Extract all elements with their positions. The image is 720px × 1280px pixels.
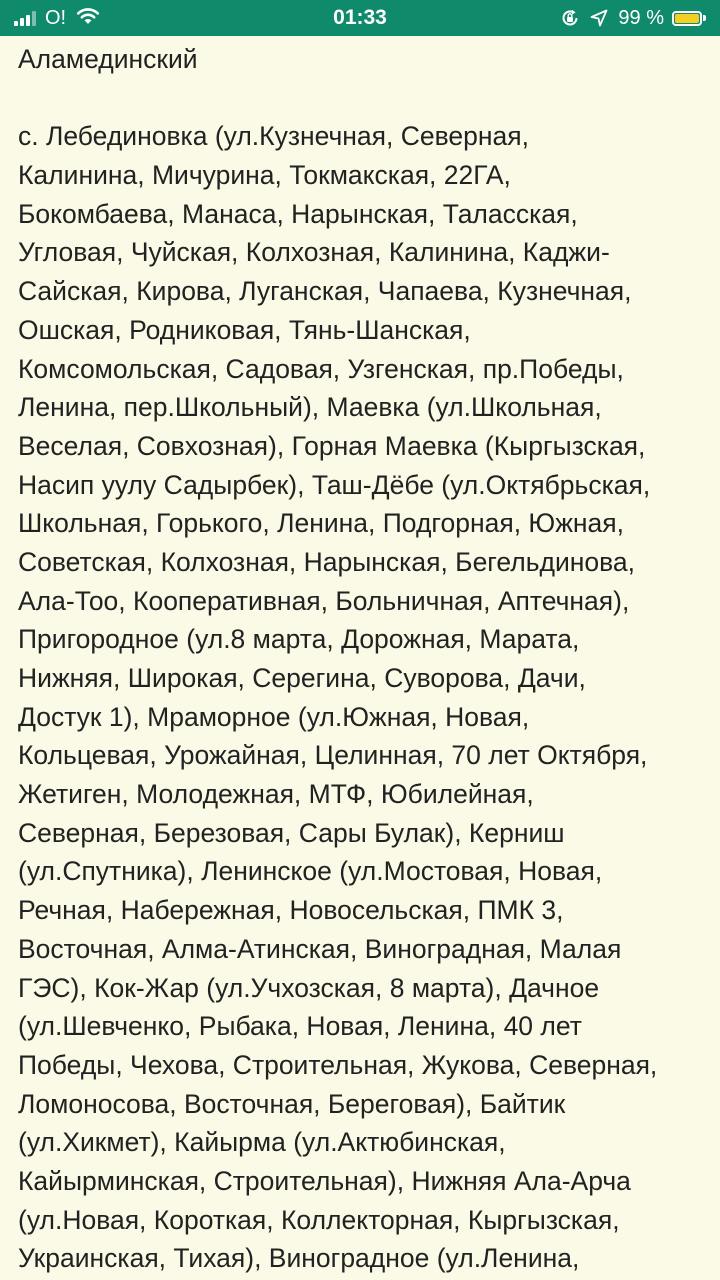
text-line: Угловая, Чуйская, Колхозная, Калинина, Каджи- <box>18 237 610 268</box>
text-line: Достук 1), Мраморное (ул.Южная, Новая, <box>18 701 530 732</box>
text-line: (ул.Хикмет), Кайырма (ул.Актюбинская, <box>18 1127 506 1158</box>
text-line: Бокомбаева, Манаса, Нарынская, Таласская, <box>18 198 578 229</box>
text-line: (ул.Шевченко, Рыбака, Новая, Ленина, 40 лет <box>18 1011 582 1042</box>
text-line: Сайская, Кирова, Луганская, Чапаева, Кузнечная, <box>18 276 632 307</box>
text-line: Насип уулу Садырбек), Таш-Дёбе (ул.Октябрьская, <box>18 469 651 500</box>
text-line: Ала-Тоо, Кооперативная, Больничная, Аптечная), <box>18 585 630 616</box>
text-line: Ломоносова, Восточная, Береговая), Байтик <box>18 1088 566 1119</box>
text-line: Северная, Березовая, Сары Булак), Керниш <box>18 817 565 848</box>
text-line: Комсомольская, Садовая, Узгенская, пр.Победы, <box>18 353 624 384</box>
text-line: Жетиген, Молодежная, МТФ, Юбилейная, <box>18 779 534 810</box>
district-title: Аламединский <box>18 44 198 74</box>
text-line: Украинская, Тихая), Виноградное (ул.Ленина, <box>18 1243 580 1274</box>
status-time: 01:33 <box>333 6 387 29</box>
orientation-lock-icon <box>560 8 580 28</box>
text-line: Калинина, Мичурина, Токмакская, 22ГА, <box>18 160 511 191</box>
paragraph-gap <box>18 79 708 118</box>
text-line: (ул.Новая, Короткая, Коллекторная, Кыргызская, <box>18 1204 620 1235</box>
status-bar <box>0 0 720 36</box>
text-line: с. Лебединовка (ул.Кузнечная, Северная, <box>18 121 529 152</box>
location-arrow-icon <box>590 9 608 27</box>
street-list <box>18 117 708 1278</box>
text-line: Школьная, Горького, Ленина, Подгорная, Южная, <box>18 508 625 539</box>
text-line: Ленина, пер.Школьный), Маевка (ул.Школьная, <box>18 392 602 423</box>
text-line: Восточная, Алма-Атинская, Виноградная, Малая <box>18 933 622 964</box>
text-line: ГЭС), Кок-Жар (ул.Учхозская, 8 марта), Дачное <box>18 972 600 1003</box>
battery-icon <box>672 11 702 26</box>
battery-level-fill <box>675 14 699 23</box>
article-body <box>18 40 708 1278</box>
battery-cap <box>703 15 706 21</box>
battery-percent: 99 % <box>618 6 664 29</box>
carrier-name: O! <box>45 6 67 29</box>
text-line: Победы, Чехова, Строительная, Жукова, Северная, <box>18 1049 658 1080</box>
text-line: Ошская, Родниковая, Тянь-Шанская, <box>18 314 471 345</box>
text-line: Кольцевая, Урожайная, Целинная, 70 лет Октября, <box>18 740 648 771</box>
text-line: Кайырминская, Строительная), Нижняя Ала-Арча <box>18 1165 631 1196</box>
status-right-group <box>560 0 706 36</box>
text-line: Пригородное (ул.8 марта, Дорожная, Марата, <box>18 624 580 655</box>
text-line: Советская, Колхозная, Нарынская, Бегельдинова, <box>18 546 636 577</box>
text-line: Нижняя, Широкая, Серегина, Суворова, Дачи, <box>18 663 586 693</box>
text-line: Веселая, Совхозная), Горная Маевка (Кыргызская, <box>18 430 646 461</box>
text-line: (ул.Спутника), Ленинское (ул.Мостовая, Новая, <box>18 856 603 887</box>
text-line: Речная, Набережная, Новосельская, ПМК 3, <box>18 895 564 926</box>
